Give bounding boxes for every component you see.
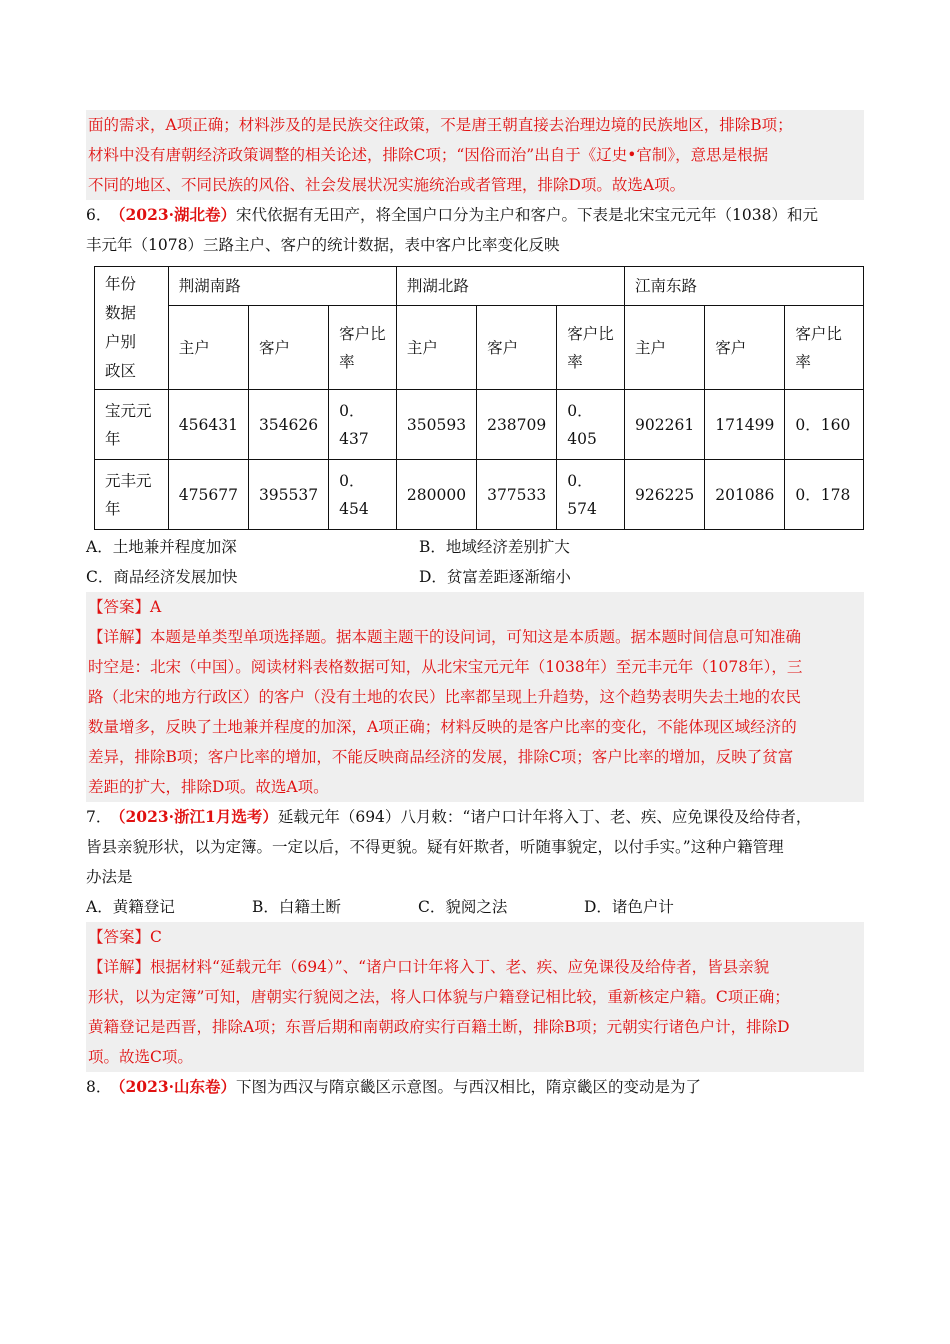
region-header: 荆湖南路 (168, 267, 396, 306)
table-cell: 926225 (625, 460, 705, 530)
option-d[interactable]: D．贫富差距逐渐缩小 (419, 568, 571, 586)
question-7-stem (86, 802, 864, 832)
corner-header: 年份 数据 户别 政区 (95, 267, 169, 390)
answer-block (86, 592, 864, 802)
region-header: 江南东路 (625, 267, 864, 306)
column-header: 客户比率 (785, 306, 864, 390)
table-cell: 456431 (168, 390, 248, 460)
explanation-line: 数量增多，反映了土地兼并程度的加深，A项正确；材料反映的是客户比率的变化，不能体现区域经济的 (88, 718, 797, 736)
explanation-line: 时空是：北宋（中国）。阅读材料表格数据可知，从北宋宝元元年（1038年）至元丰元年（1078年），三 (88, 658, 803, 676)
table-cell: 475677 (168, 460, 248, 530)
column-header: 主户 (396, 306, 476, 390)
stem-text: 皆县亲貌形状，以为定簿。一定以后，不得更貌。疑有奸欺者，听随事貌定，以付手实。”这种户籍管理 (86, 838, 784, 856)
question-8-stem (86, 1072, 864, 1102)
column-header: 客户比率 (329, 306, 397, 390)
table-cell: 0．405 (557, 390, 625, 460)
answer-label: 【答案】A (88, 598, 162, 616)
column-header: 客户 (477, 306, 557, 390)
table-cell: 354626 (248, 390, 328, 460)
question-8 (86, 1072, 864, 1102)
stem-text: 宋代依据有无田产，将全国户口分为主户和客户。下表是北宋宝元元年（1038）和元 (236, 206, 818, 224)
stem-text: 丰元年（1078）三路主户、客户的统计数据，表中客户比率变化反映 (86, 236, 560, 254)
options-row (86, 532, 864, 562)
answer-block (86, 922, 864, 1072)
options-row (86, 892, 864, 922)
option-b[interactable]: B．地域经济差别扩大 (419, 538, 570, 556)
question-source: （2023·湖北卷） (110, 205, 237, 224)
option-a[interactable]: A．黄籍登记 (86, 898, 175, 916)
explanation-line: 黄籍登记是西晋，排除A项；东晋后期和南朝政府实行百籍土断，排除B项；元朝实行诸色户计，排除D (88, 1018, 790, 1036)
stem-text: 延载元年（694）八月敕：“诸户口计年将入丁、老、疾、应免课役及给侍者， (277, 808, 812, 826)
row-header: 宝元元年 (95, 390, 169, 460)
table-cell: 395537 (248, 460, 328, 530)
table-cell: 377533 (477, 460, 557, 530)
table-cell: 238709 (477, 390, 557, 460)
table-cell: 902261 (625, 390, 705, 460)
table-cell: 280000 (396, 460, 476, 530)
column-header: 客户 (705, 306, 785, 390)
explanation-line: 【详解】本题是单类型单项选择题。据本题主题干的设问词，可知这是本质题。据本题时间信息可知准确 (88, 628, 802, 646)
column-header: 客户比率 (557, 306, 625, 390)
explanation-line: 形状，以为定簿”可知，唐朝实行貌阅之法，将人口体貌与户籍登记相比较，重新核定户籍。C项正确； (88, 988, 790, 1006)
option-a[interactable]: A．土地兼并程度加深 (86, 538, 237, 556)
option-c[interactable]: C．貌阅之法 (418, 898, 508, 916)
document-page (86, 110, 864, 1102)
question-number: 6． (86, 206, 112, 224)
question-number: 7． (86, 808, 112, 826)
answer-label: 【答案】C (88, 928, 162, 946)
row-header: 元丰元年 (95, 460, 169, 530)
prev-explanation-line: 面的需求，A项正确；材料涉及的是民族交往政策，不是唐王朝直接去治理边境的民族地区，排除B项； (88, 116, 793, 134)
explanation-line: 差距的扩大，排除D项。故选A项。 (88, 778, 329, 796)
question-7 (86, 802, 864, 1072)
explanation-line: 差异，排除B项；客户比率的增加，不能反映商品经济的发展，排除C项；客户比率的增加，反映了贫富 (88, 748, 794, 766)
explanation-line: 路（北宋的地方行政区）的客户（没有土地的农民）比率都呈现上升趋势，这个趋势表明失去土地的农民 (88, 688, 802, 706)
population-table (94, 266, 864, 530)
explanation-line: 【详解】根据材料“延载元年（694）”、“诸户口计年将入丁、老、疾、应免课役及给侍者，皆县亲貌 (88, 958, 770, 976)
table-cell: 350593 (396, 390, 476, 460)
option-b[interactable]: B．白籍土断 (252, 898, 341, 916)
table-row (95, 390, 864, 460)
table-cell: 171499 (705, 390, 785, 460)
column-header: 主户 (168, 306, 248, 390)
table-row (95, 460, 864, 530)
explanation-line: 项。故选C项。 (88, 1048, 193, 1066)
column-header: 客户 (248, 306, 328, 390)
option-d[interactable]: D．诸色户计 (584, 898, 674, 916)
region-header: 荆湖北路 (396, 267, 624, 306)
options-row (86, 562, 864, 592)
table-cell: 0．160 (785, 390, 864, 460)
prev-explanation-line: 材料中没有唐朝经济政策调整的相关论述，排除C项；“因俗而治”出自于《辽史•官制》，意思是根据 (88, 146, 769, 164)
table-cell: 0．454 (329, 460, 397, 530)
option-c[interactable]: C．商品经济发展加快 (86, 568, 238, 586)
stem-text: 办法是 (86, 868, 133, 886)
table-cell: 0．178 (785, 460, 864, 530)
table-cell: 201086 (705, 460, 785, 530)
question-source: （2023·浙江1月选考） (110, 807, 278, 826)
prev-explanation-line: 不同的地区、不同民族的风俗、社会发展状况实施统治或者管理，排除D项。故选A项。 (88, 176, 686, 194)
table-cell: 0．437 (329, 390, 397, 460)
question-source: （2023·山东卷） (110, 1077, 237, 1096)
question-6-stem (86, 200, 864, 230)
stem-text: 下图为西汉与隋京畿区示意图。与西汉相比，隋京畿区的变动是为了 (236, 1078, 702, 1096)
question-number: 8． (86, 1078, 112, 1096)
column-header: 主户 (625, 306, 705, 390)
question-6 (86, 200, 864, 802)
prev-explanation (86, 110, 864, 200)
table-cell: 0．574 (557, 460, 625, 530)
